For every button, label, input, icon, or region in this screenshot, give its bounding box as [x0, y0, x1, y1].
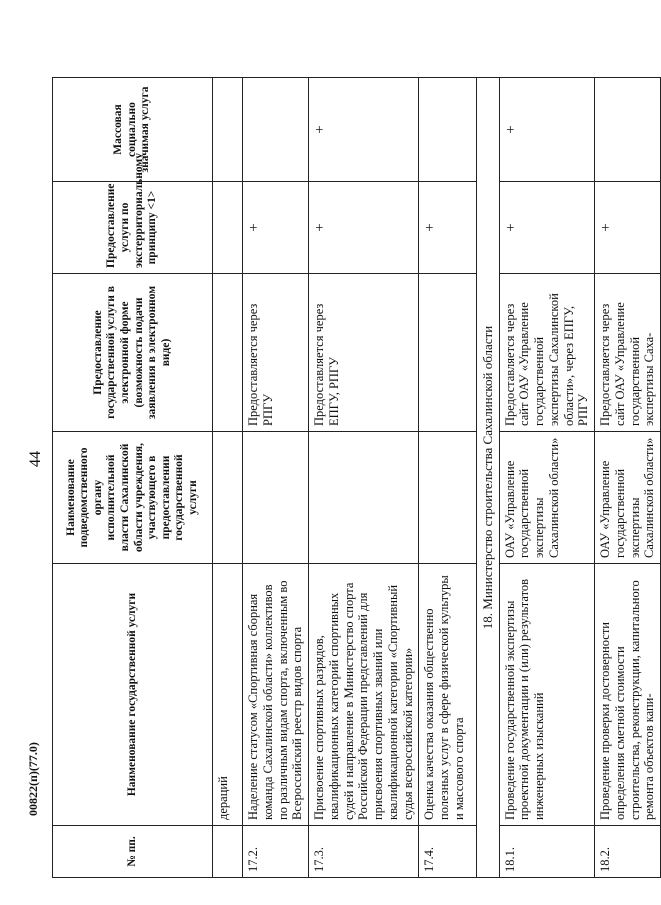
cell-extraterritorial: +	[595, 182, 661, 274]
cell-mass: +	[309, 78, 419, 182]
cell-service: Проведение государственной экспертизы проектной документации и (или) результатов инженерных изысканий	[499, 564, 595, 826]
table-row	[309, 78, 419, 878]
cell-num: 17.4.	[419, 826, 477, 878]
table-row	[243, 78, 309, 878]
cell-service: Оценка качества оказания общественно полезных услуг в сфере физической культуры и массового спорта	[419, 564, 477, 826]
cell-num: 18.1.	[499, 826, 595, 878]
cell-mass	[213, 78, 243, 182]
cell-extraterritorial: +	[243, 182, 309, 274]
header-row	[53, 78, 213, 878]
table-row	[419, 78, 477, 878]
cell-num: 17.3.	[309, 826, 419, 878]
header-mass: Массовая социально значимая услуга	[53, 78, 213, 182]
header-service: Наименование государственной услуги	[53, 564, 213, 826]
cell-authority	[213, 432, 243, 564]
cell-electronic	[213, 274, 243, 432]
cell-mass	[243, 78, 309, 182]
table-row	[595, 78, 661, 878]
table-container	[52, 78, 657, 878]
footer-code: 00822(п)(77.0)	[26, 742, 40, 816]
header-num: № пп.	[53, 826, 213, 878]
cell-extraterritorial: +	[309, 182, 419, 274]
cell-extraterritorial: +	[499, 182, 595, 274]
cell-electronic: Предоставляется через сайт ОАУ «Управление государственной экспертизы Сахалинской области», через ЕПГУ, РПГУ	[499, 274, 595, 432]
section-title: 18. Министерство строительства Сахалинской области	[477, 78, 499, 878]
cell-extraterritorial	[213, 182, 243, 274]
services-table	[52, 77, 661, 878]
header-authority: Наименование подведомственного органу исполнительной власти Сахалинской области учреждения, участвующего в предоставлении государственной услуги	[53, 432, 213, 564]
section-row	[477, 78, 499, 878]
cell-authority: ОАУ «Управление государственной экспертизы Сахалинской области»	[499, 432, 595, 564]
cell-authority	[419, 432, 477, 564]
cell-electronic: Предоставляется через РПГУ	[243, 274, 309, 432]
cell-mass: +	[499, 78, 595, 182]
cell-electronic: Предоставляется через ЕПГУ, РПГУ	[309, 274, 419, 432]
page-number: 44	[27, 451, 44, 467]
header-electronic: Предоставление государственной услуги в электронной форме (возможность подачи заявления в электронном виде)	[53, 274, 213, 432]
cell-service: Проведение проверки достоверности определения сметной стоимости строительства, реконструкции, капитального ремонта объектов капи-	[595, 564, 661, 826]
cell-mass	[595, 78, 661, 182]
table-row	[213, 78, 243, 878]
cell-service: дераций	[213, 564, 243, 826]
cell-authority: ОАУ «Управление государственной экспертизы Сахалинской области»	[595, 432, 661, 564]
cell-extraterritorial: +	[419, 182, 477, 274]
cell-authority	[243, 432, 309, 564]
cell-service: Наделение статусом «Спортивная сборная команда Сахалинской области» коллективов по различным видам спорта, включенным во Всероссийский реестр видов спорта	[243, 564, 309, 826]
table-row	[499, 78, 595, 878]
cell-authority	[309, 432, 419, 564]
cell-num: 18.2.	[595, 826, 661, 878]
cell-num: 17.2.	[243, 826, 309, 878]
cell-mass	[419, 78, 477, 182]
header-extraterritorial: Предоставление услуги по экстерриториальному принципу <1>	[53, 182, 213, 274]
cell-num	[213, 826, 243, 878]
cell-electronic: Предоставляется через сайт ОАУ «Управление государственной экспертизы Саха-	[595, 274, 661, 432]
cell-electronic	[419, 274, 477, 432]
cell-service: Присвоение спортивных разрядов, квалификационных категорий спортивных судей и направление в Министерство спорта Российской Федерации представлений для присвоения спортивных званий или квалификационной категории «Спортивный судья всероссийской категории»	[309, 564, 419, 826]
